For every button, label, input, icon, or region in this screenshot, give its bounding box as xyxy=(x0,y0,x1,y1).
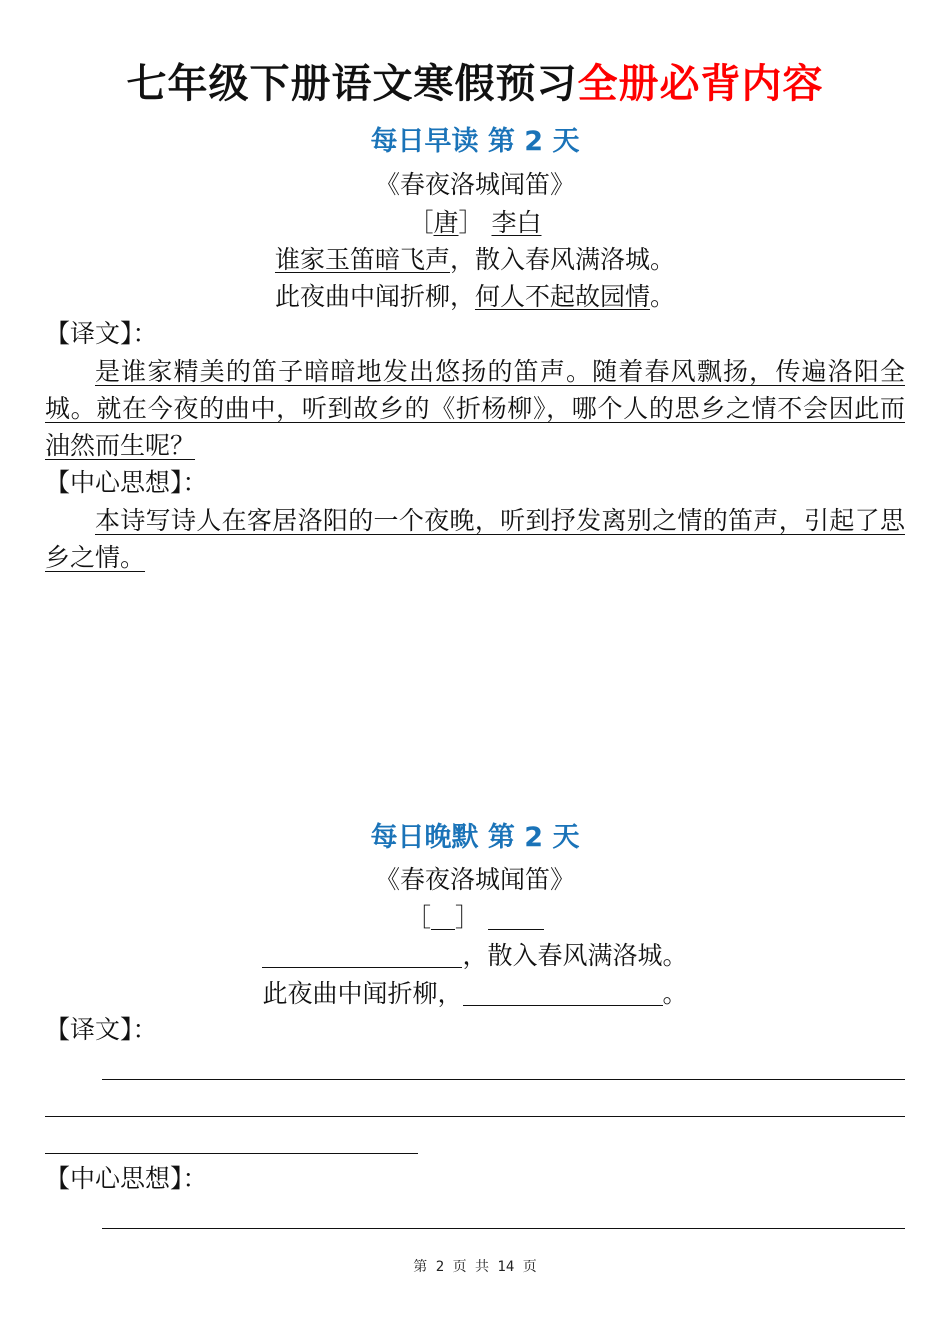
translation-answer-line-3[interactable] xyxy=(45,1153,418,1154)
author-blank[interactable] xyxy=(488,901,544,930)
morning-theme xyxy=(45,502,905,576)
morning-poem-line-2 xyxy=(0,279,950,315)
morning-translation-text: 是谁家精美的笛子暗暗地发出悠扬的笛声。随着春风飘扬，传遍洛阳全城。就在今夜的曲中，听到故乡的《折杨柳》，哪个人的思乡之情不会因此而油然而生呢？ xyxy=(45,357,905,460)
evening-poem-title: 《春夜洛城闻笛》 xyxy=(374,865,575,894)
evening-line-1-tail: ，散入春风满洛城。 xyxy=(462,941,688,970)
dynasty-close: ］ xyxy=(458,208,484,237)
dynasty: 唐 xyxy=(433,208,459,237)
poem-line-1-a: 谁家玉笛暗飞声 xyxy=(274,245,450,274)
evening-poem-line-2 xyxy=(0,976,950,1012)
morning-poem-title: 《春夜洛城闻笛》 xyxy=(374,170,575,199)
title-black: 七年级下册语文寒假预习 xyxy=(126,61,578,107)
translation-answer-line-2[interactable] xyxy=(45,1116,905,1117)
translation-answer-line-1[interactable] xyxy=(102,1079,905,1080)
morning-translation xyxy=(45,353,905,464)
poem-line-2-a: 此夜曲中闻折柳， xyxy=(274,282,475,311)
dynasty-blank[interactable] xyxy=(431,901,455,930)
evening-line-2-tail: 。 xyxy=(662,979,688,1008)
morning-translation-label: 【译文】： xyxy=(45,319,158,348)
bracket-close: ］ xyxy=(455,903,481,932)
poem-line-1-b: ，散入春风满洛城。 xyxy=(450,245,676,274)
author: 李白 xyxy=(491,208,542,237)
evening-poem-line-1 xyxy=(0,938,950,974)
morning-author-line xyxy=(0,205,950,241)
morning-poem-line-1 xyxy=(0,242,950,278)
dynasty-open: ［ xyxy=(408,208,434,237)
morning-heading: 每日早读 第 2 天 xyxy=(370,126,580,157)
theme-answer-line[interactable] xyxy=(102,1228,905,1229)
title-red: 全册必背内容 xyxy=(577,61,824,107)
morning-theme-label: 【中心思想】： xyxy=(45,468,208,497)
poem-line-2-b: 何人不起故园情 xyxy=(474,282,650,311)
evening-author-line xyxy=(0,900,950,936)
evening-line-2-head: 此夜曲中闻折柳， xyxy=(262,979,463,1008)
page-number: 第 2 页 共 14 页 xyxy=(413,1259,537,1275)
line-2-blank[interactable] xyxy=(463,977,663,1006)
evening-theme-label: 【中心思想】： xyxy=(45,1164,208,1193)
poem-line-2-c: 。 xyxy=(650,282,676,311)
morning-theme-text: 本诗写诗人在客居洛阳的一个夜晚，听到抒发离别之情的笛声，引起了思乡之情。 xyxy=(45,506,905,572)
bracket-open: ［ xyxy=(406,903,432,932)
evening-heading: 每日晚默 第 2 天 xyxy=(370,822,580,853)
line-1-blank[interactable] xyxy=(262,939,462,968)
evening-translation-label: 【译文】： xyxy=(45,1015,158,1044)
page-title xyxy=(0,58,950,110)
